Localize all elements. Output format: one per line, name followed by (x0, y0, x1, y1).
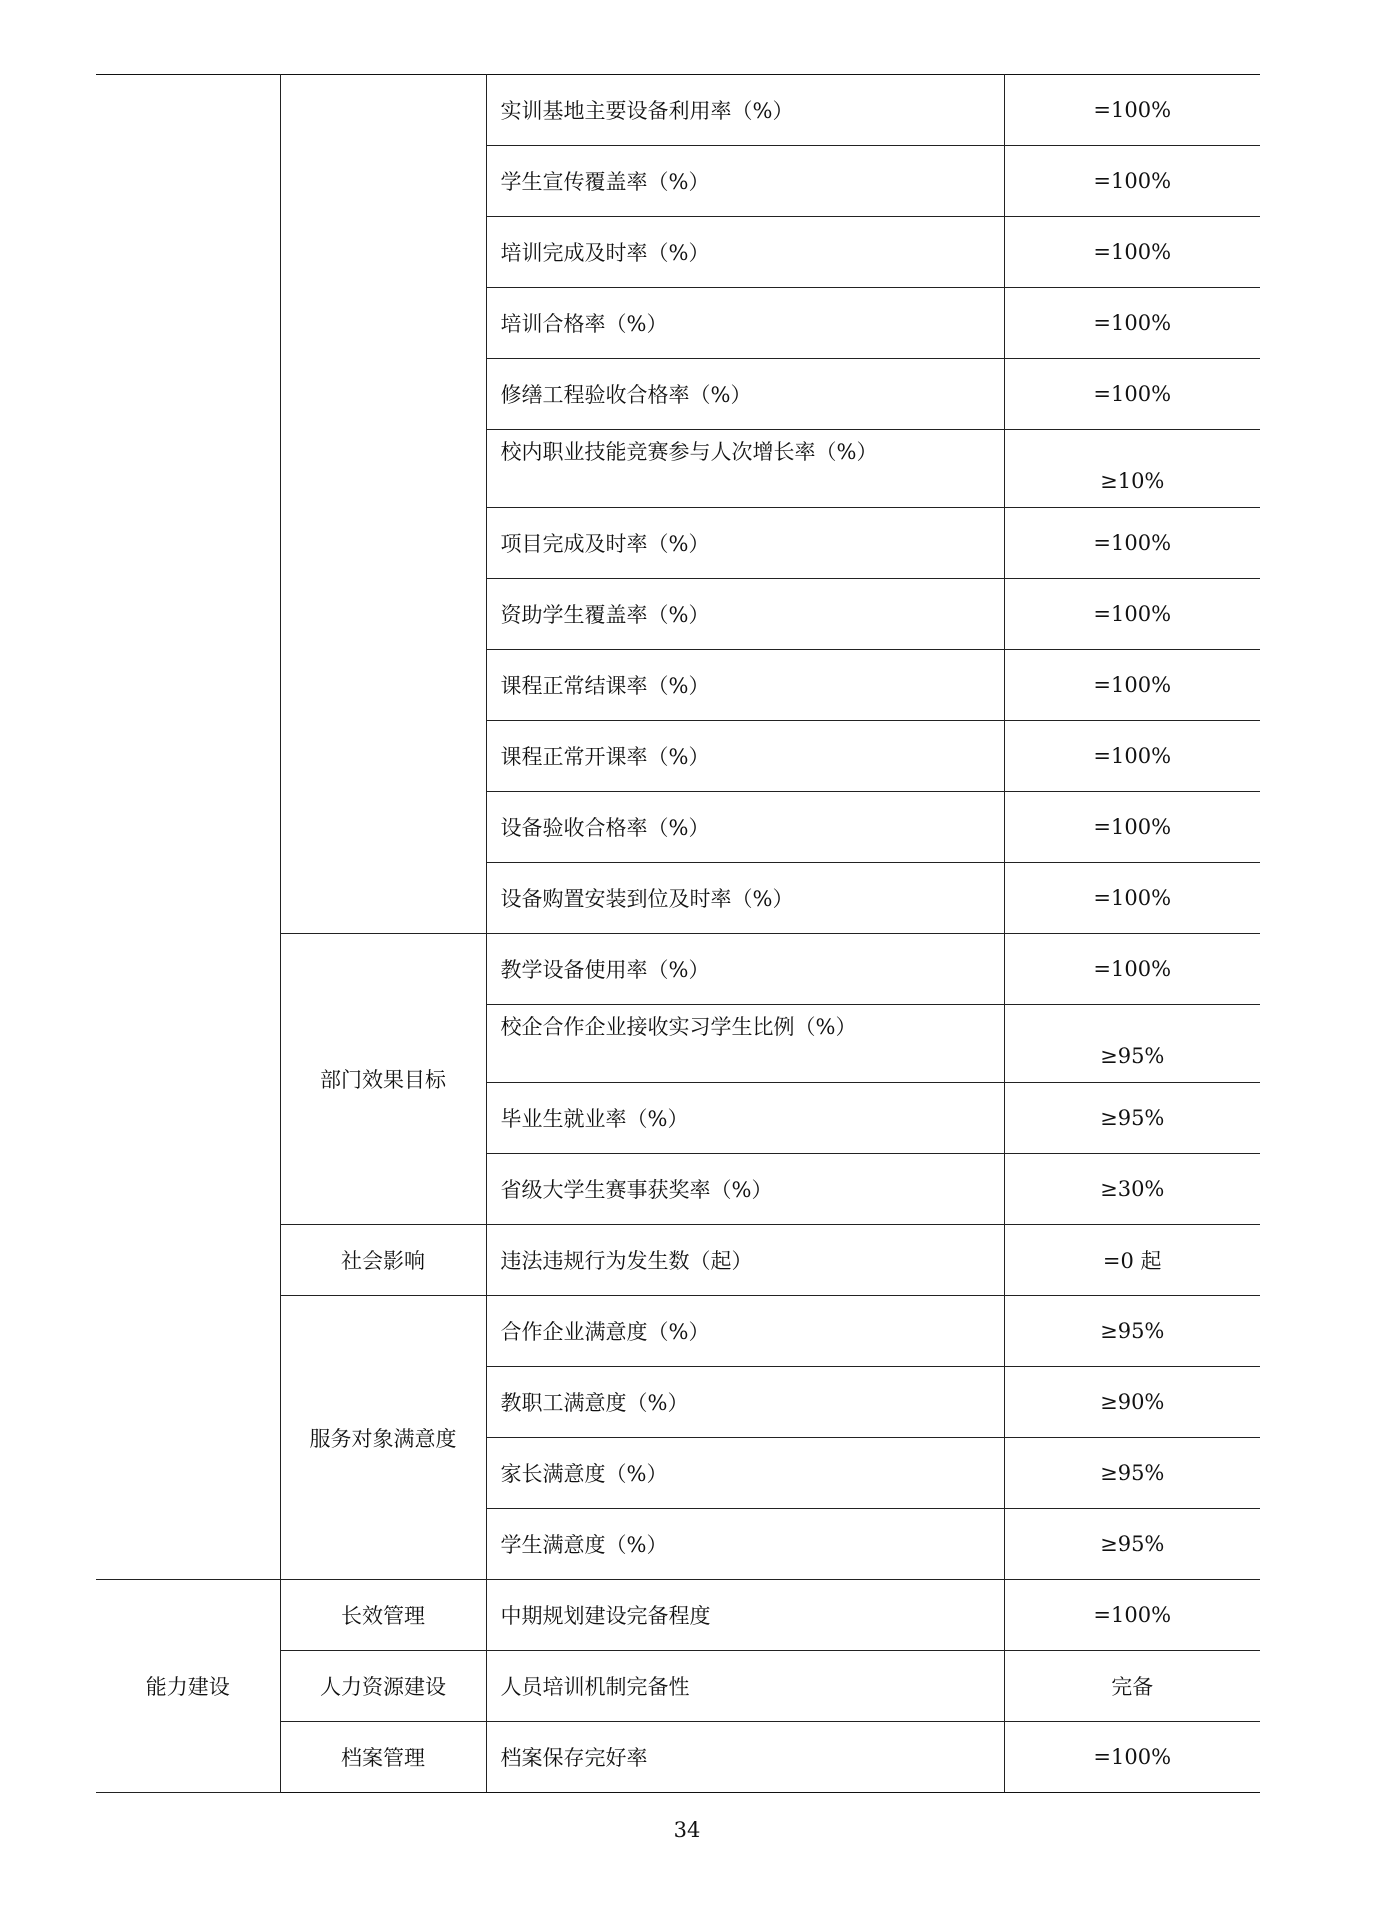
subcategory-social-impact: 社会影响 (280, 1225, 486, 1296)
value-cell: =100% (1004, 1722, 1260, 1793)
table-row (96, 1580, 1260, 1651)
indicator-cell: 课程正常结课率（%） (486, 650, 1004, 721)
indicator-cell: 人员培训机制完备性 (486, 1651, 1004, 1722)
indicator-cell: 修缮工程验收合格率（%） (486, 359, 1004, 430)
value-cell: =100% (1004, 934, 1260, 1005)
indicator-cell: 设备购置安装到位及时率（%） (486, 863, 1004, 934)
value-cell: ≥95% (1004, 1438, 1260, 1509)
table-row (96, 75, 1260, 146)
indicator-cell: 实训基地主要设备利用率（%） (486, 75, 1004, 146)
value-cell: =0 起 (1004, 1225, 1260, 1296)
indicator-cell: 校内职业技能竞赛参与人次增长率（%） (486, 430, 1004, 508)
subcategory-service-satisfaction: 服务对象满意度 (280, 1296, 486, 1580)
value-cell: ≥95% (1004, 1083, 1260, 1154)
indicator-cell: 毕业生就业率（%） (486, 1083, 1004, 1154)
value-cell: ≥95% (1004, 1005, 1260, 1083)
value-cell: ≥95% (1004, 1296, 1260, 1367)
page-number: 34 (673, 1818, 701, 1842)
category-cell-continued (96, 75, 280, 1580)
category-capacity-building: 能力建设 (96, 1580, 280, 1793)
indicator-cell: 课程正常开课率（%） (486, 721, 1004, 792)
indicator-cell: 校企合作企业接收实习学生比例（%） (486, 1005, 1004, 1083)
value-cell: =100% (1004, 508, 1260, 579)
subcategory-dept-effect: 部门效果目标 (280, 934, 486, 1225)
value-cell: =100% (1004, 217, 1260, 288)
value-cell: =100% (1004, 359, 1260, 430)
indicator-cell: 档案保存完好率 (486, 1722, 1004, 1793)
value-cell: 完备 (1004, 1651, 1260, 1722)
indicator-cell: 教学设备使用率（%） (486, 934, 1004, 1005)
indicator-cell: 违法违规行为发生数（起） (486, 1225, 1004, 1296)
indicator-table (96, 74, 1260, 1793)
value-cell: =100% (1004, 792, 1260, 863)
subcategory-hr-building: 人力资源建设 (280, 1651, 486, 1722)
indicator-cell: 家长满意度（%） (486, 1438, 1004, 1509)
value-cell: ≥30% (1004, 1154, 1260, 1225)
indicator-cell: 学生满意度（%） (486, 1509, 1004, 1580)
value-cell: ≥90% (1004, 1367, 1260, 1438)
subcategory-cell-continued (280, 75, 486, 934)
indicator-cell: 资助学生覆盖率（%） (486, 579, 1004, 650)
indicator-cell: 培训合格率（%） (486, 288, 1004, 359)
value-cell: =100% (1004, 288, 1260, 359)
indicator-cell: 中期规划建设完备程度 (486, 1580, 1004, 1651)
indicator-cell: 设备验收合格率（%） (486, 792, 1004, 863)
value-cell: =100% (1004, 75, 1260, 146)
value-cell: =100% (1004, 650, 1260, 721)
value-cell: ≥10% (1004, 430, 1260, 508)
value-cell: =100% (1004, 146, 1260, 217)
indicator-cell: 教职工满意度（%） (486, 1367, 1004, 1438)
indicator-cell: 学生宣传覆盖率（%） (486, 146, 1004, 217)
value-cell: =100% (1004, 863, 1260, 934)
indicator-cell: 合作企业满意度（%） (486, 1296, 1004, 1367)
value-cell: ≥95% (1004, 1509, 1260, 1580)
subcategory-long-term-mgmt: 长效管理 (280, 1580, 486, 1651)
indicator-cell: 培训完成及时率（%） (486, 217, 1004, 288)
indicator-cell: 项目完成及时率（%） (486, 508, 1004, 579)
value-cell: =100% (1004, 721, 1260, 792)
value-cell: =100% (1004, 1580, 1260, 1651)
value-cell: =100% (1004, 579, 1260, 650)
subcategory-archive-mgmt: 档案管理 (280, 1722, 486, 1793)
indicator-cell: 省级大学生赛事获奖率（%） (486, 1154, 1004, 1225)
